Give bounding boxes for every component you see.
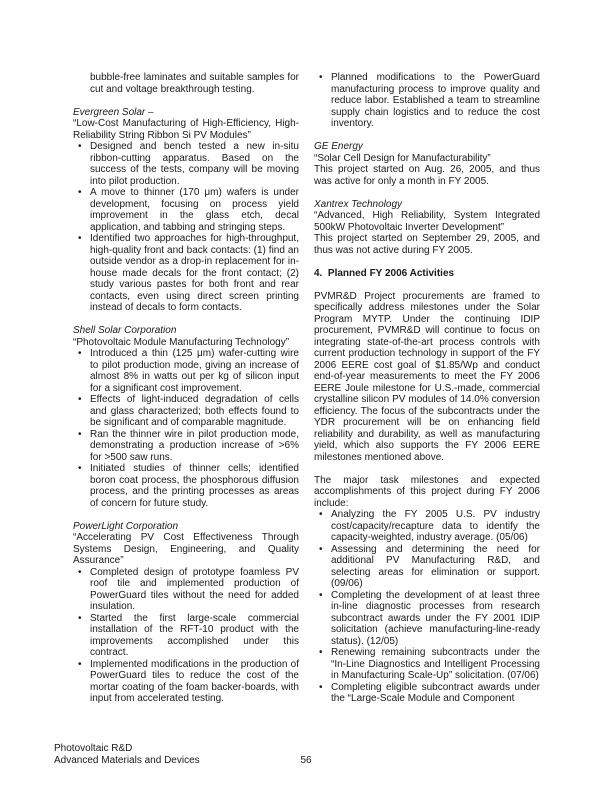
bullet-text: A move to thinner (170 μm) wafers is under development, focusing on process yield improvement in the glass etch, decal application, and tabbing and stringing steps. [90,187,299,233]
bullet-item [73,233,299,314]
bullet-text: Planned modifications to the PowerGuard manufacturing process to improve quality and reduce labor. Established a team to streamline supply chain logistics and to reduce the cost inventory. [331,72,540,129]
section-shell-solar [73,325,299,509]
bullet-list [314,509,540,705]
body-paragraph: PVMR&D Project procurements are framed to specifically address milestones under the Solar Program MYTP. Under the continuing IDIP procurement, PVMR&D will continue to focus on integrating state-of-the-art process controls with current production technology in support of the FY 2006 EERE cost goal of $1.85/Wp and conduct end-of-year measurements to meet the FY 2006 EERE Joule milestone for U.S.-made, commercial crystalline silicon PV modules of 14.0% conversion efficiency. The focus of the subcontracts under the YDR procurement will be on enhancing field reliability and durability, as well as manufacturing yield, which also supports the FY 2006 EERE milestones mentioned above. [314,290,540,463]
bullet-text: Completing eligible subcontract awards under the “Large-Scale Module and Component [331,681,540,704]
bullet-icon: • [78,187,82,198]
bullet-item [73,567,299,613]
left-column [73,72,299,705]
bullet-icon: • [78,463,82,474]
section-xantrex [314,199,540,257]
bullet-icon: • [319,589,323,601]
section-subtitle: “Photovoltaic Module Manufacturing Technology” [73,336,290,348]
bullet-item [314,544,540,590]
bullet-text: Assessing and determining the need for additional PV Manufacturing R&D, and selecting areas for elimination or support. (09/06) [331,543,540,589]
bullet-list [73,141,299,314]
page-number: 56 [300,754,312,766]
section-evergreen-solar [73,107,299,314]
section-heading: PowerLight Corporation [73,520,179,532]
bullet-item [73,348,299,394]
bullet-icon: • [78,612,82,624]
bullet-text: Introduced a thin (125 μm) wafer-cutting wire to pilot production mode, giving an increase of almost 8% in watts out per kg of silicon input for a significant cost improvement. [90,348,299,394]
body-paragraph: The major task milestones and expected accomplishments of this project during FY 2006 include: [314,474,540,509]
section-subtitle: “Low-Cost Manufacturing of High-Efficiency, High-Reliability String Ribbon Si PV Modules” [73,118,299,141]
bullet-text: Effects of light-induced degradation of cells and glass characterized; both effects found to be significant and of comparable magnitude. [90,394,299,428]
bullet-text: Started the first large-scale commercial installation of the RFT-10 product with the improvements accomplished under this contract. [90,612,299,658]
bullet-icon: • [78,394,82,405]
bullet-icon: • [319,681,323,693]
bullet-icon: • [78,141,82,152]
bullet-item [73,463,299,509]
section-heading: Shell Solar Corporation [73,325,177,336]
section-heading: GE Energy [314,141,363,152]
bullet-text: Designed and bench tested a new in-situ ribbon-cutting apparatus. Based on the success of the tests, company will be moving into pilot production. [90,141,299,187]
continuation-paragraph: bubble-free laminates and suitable samples for cut and voltage breakthrough testing. [90,72,299,95]
bullet-item [73,613,299,659]
bullet-text: Completing the development of at least three in-line diagnostic processes from research subcontract awards under the FY 2001 IDIP solicitation (achieve manufacturing-line-ready status). (12/05) [331,589,540,647]
section-powerlight [73,521,299,705]
bullet-icon: • [319,509,323,520]
bullet-text: Initiated studies of thinner cells; identified boron coat process, the phosphorous diffusion process, and the printing processes as areas of concern for future study. [90,463,299,509]
bullet-item [314,682,540,705]
section-body: This project started on Aug. 26, 2005, and thus was active for only a month in FY 2005. [314,164,540,187]
section-subtitle: “Accelerating PV Cost Effectiveness Through Systems Design, Engineering, and Quality Assurance” [73,532,299,566]
section-planned-fy2006 [314,268,540,705]
bullet-item [314,509,540,544]
numbered-heading: 4. Planned FY 2006 Activities [314,267,455,279]
bullet-icon: • [78,348,82,359]
section-heading: Xantrex Technology [314,198,403,210]
bullet-item [73,394,299,429]
right-column [314,72,540,705]
section-heading: Evergreen Solar – [73,106,154,118]
bullet-list [73,348,299,509]
section-subtitle: “Advanced, High Reliability, System Integrated 500kW Photovoltaic Inverter Development” [314,210,540,233]
bullet-icon: • [78,233,82,244]
bullet-item [314,647,540,682]
bullet-item [314,72,540,130]
section-ge-energy [314,141,540,187]
bullet-text: Ran the thinner wire in pilot production mode, demonstrating a production increase of >6% for >500 saw runs. [90,428,299,463]
bullet-icon: • [319,72,323,83]
bullet-text: Analyzing the FY 2005 U.S. PV industry cost/capacity/recapture data to identify the capacity-weighted, industry average. (05/06) [331,509,540,543]
bullet-list [314,72,540,130]
bullet-icon: • [78,428,82,440]
bullet-icon: • [78,566,82,578]
bullet-text: Completed design of prototype foamless PV roof tile and implemented production of PowerGuard tiles without the need for added insulation. [90,566,299,612]
bullet-item [73,187,299,233]
section-subtitle: “Solar Cell Design for Manufacturability” [314,152,491,164]
bullet-icon: • [78,658,82,670]
bullet-icon: • [319,647,323,658]
bullet-text: Renewing remaining subcontracts under the “In-Line Diagnostics and Intelligent Processing in Manufacturing Scale-Up” solicitation. (07/06) [331,647,540,681]
bullet-item [73,141,299,187]
section-body: This project started on September 29, 2005, and thus was not active during FY 2005. [314,233,540,256]
footer-line-section: Advanced Materials and Devices [54,754,200,766]
bullet-icon: • [319,543,323,555]
bullet-item [73,429,299,464]
bullet-list [73,567,299,705]
bullet-item [314,590,540,648]
bullet-item [73,659,299,705]
bullet-text: Implemented modifications in the production of PowerGuard tiles to reduce the cost of the mortar coating of the foam backer-boards, with input from accelerated testing. [90,658,299,704]
footer-line-program: Photovoltaic R&D [54,743,133,754]
bullet-text: Identified two approaches for high-throughput, high-quality front and back contacts: (1) find an outside vendor as a drop-in replacement for in-house made decals for the front contact; (2) study various pastes for both front and rear contacts, even using direct screen printing instead of decals to form contacts. [90,233,299,313]
